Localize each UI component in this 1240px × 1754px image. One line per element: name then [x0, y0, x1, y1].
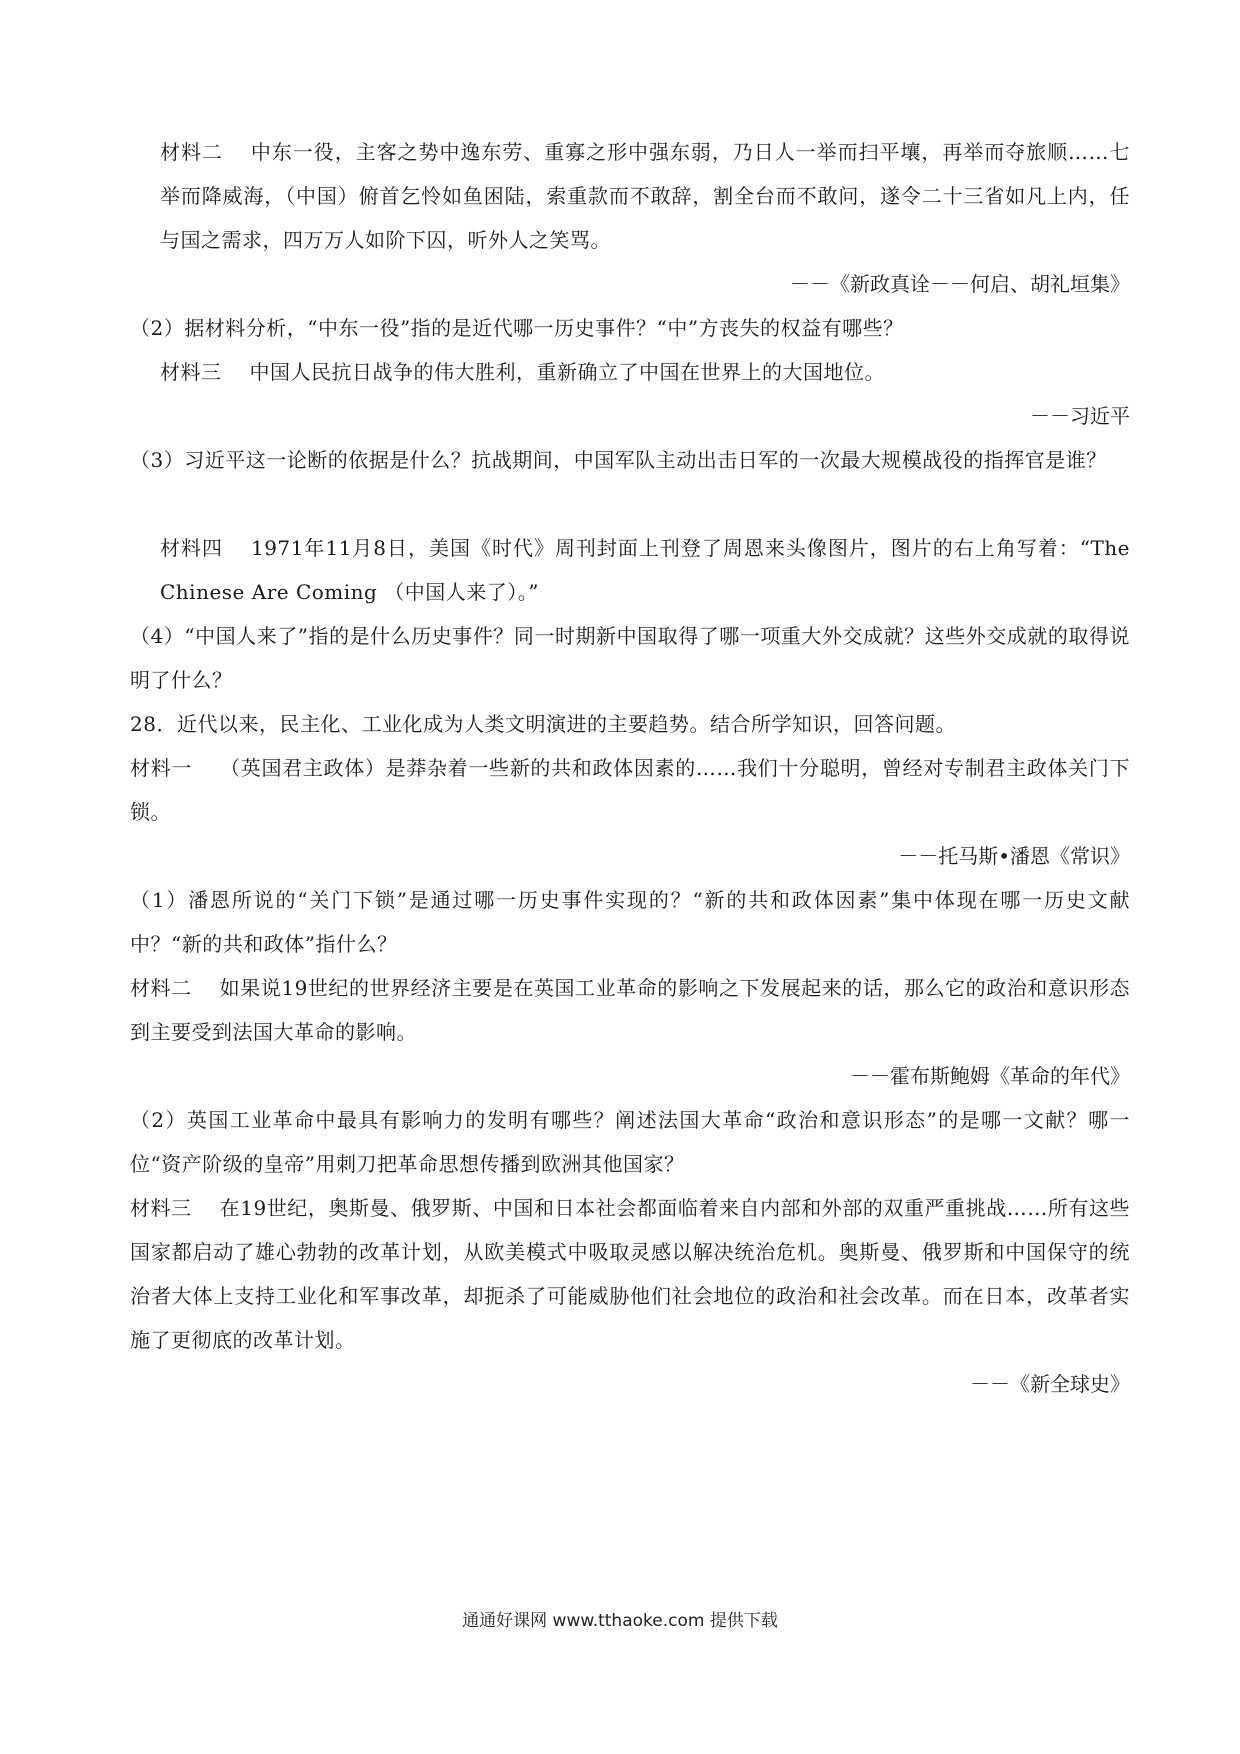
- material-text: 在19世纪，奥斯曼、俄罗斯、中国和日本社会都面临着来自内部和外部的双重严重挑战……所有这些国家都启动了雄心勃勃的改革计划，从欧美模式中吸取灵感以解决统治危机。奥斯曼、俄罗斯和中国保守的统治者大体上支持工业化和军事改革，却扼杀了可能威胁他们社会地位的政治和社会改革。而在日本，改革者实施了更彻底的改革计划。: [130, 1196, 1130, 1352]
- material-source: －－《新全球史》: [970, 1372, 1130, 1396]
- question-2: （2）据材料分析，“中东一役”指的是近代哪一历史事件？“中”方丧失的权益有哪些？: [130, 316, 904, 340]
- material-label: 材料一: [130, 756, 193, 780]
- material-label: 材料四: [160, 536, 223, 560]
- material-label: 材料二: [130, 976, 192, 1000]
- material-2-paragraph: [130, 966, 1130, 1054]
- material-3-paragraph: [130, 350, 1130, 394]
- question-28-stem: 28．近代以来，民主化、工业化成为人类文明演进的主要趋势。结合所学知识，回答问题。: [130, 712, 956, 736]
- footer: 通通好课网 www.tthaoke.com 提供下载: [462, 1611, 778, 1631]
- material-source: －－习近平: [1030, 404, 1130, 428]
- material-label: 材料二: [160, 140, 223, 164]
- material-text: 如果说19世纪的世界经济主要是在英国工业革命的影响之下发展起来的话，那么它的政治和意识形态到主要受到法国大革命的影响。: [130, 976, 1131, 1044]
- material-source: －－《新政真诠－－何启、胡礼垣集》: [790, 272, 1130, 296]
- material-3-paragraph: [130, 1186, 1130, 1362]
- question-4: （4）“中国人来了”指的是什么历史事件？同一时期新中国取得了哪一项重大外交成就？这些外交成就的取得说明了什么？: [130, 624, 1130, 692]
- question-2: （2）英国工业革命中最具有影响力的发明有哪些？阐述法国大革命“政治和意识形态”的是哪一文献？哪一位“资产阶级的皇帝”用刺刀把革命思想传播到欧洲其他国家？: [130, 1108, 1130, 1176]
- material-text: 1971年11月8日，美国《时代》周刊封面上刊登了周恩来头像图片，图片的右上角写着：“The Chinese Are Coming （中国人来了）。”: [160, 536, 1131, 604]
- material-text: （英国君主政体）是莽杂着一些新的共和政体因素的……我们十分聪明，曾经对专制君主政体关门下锁。: [130, 756, 1131, 824]
- material-2-paragraph: [130, 130, 1130, 262]
- question-1: （1）潘恩所说的“关门下锁”是通过哪一历史事件实现的？“新的共和政体因素”集中体现在哪一历史文献中？“新的共和政体”指什么？: [130, 888, 1130, 956]
- material-source: －－托马斯•潘恩《常识》: [898, 844, 1130, 868]
- material-1-paragraph: [130, 746, 1130, 834]
- question-3: （3）习近平这一论断的依据是什么？抗战期间，中国军队主动出击日军的一次最大规模战役的指挥官是谁？: [130, 448, 1107, 472]
- material-source: －－霍布斯鲍姆《革命的年代》: [850, 1064, 1130, 1088]
- material-label: 材料三: [130, 1196, 192, 1220]
- material-text: 中国人民抗日战争的伟大胜利，重新确立了中国在世界上的大国地位。: [249, 360, 885, 384]
- material-4-paragraph: [130, 526, 1130, 614]
- material-text: 中东一役，主客之势中逸东劳、重寡之形中强东弱，乃日人一举而扫平壤，再举而夺旅顺……七举而降威海，（中国）俯首乞怜如鱼困陆，索重款而不敢辞，割全台而不敢问，遂令二十三省如凡上内，任与国之需求，四万万人如阶下囚，听外人之笑骂。: [160, 140, 1131, 252]
- material-label: 材料三: [160, 360, 222, 384]
